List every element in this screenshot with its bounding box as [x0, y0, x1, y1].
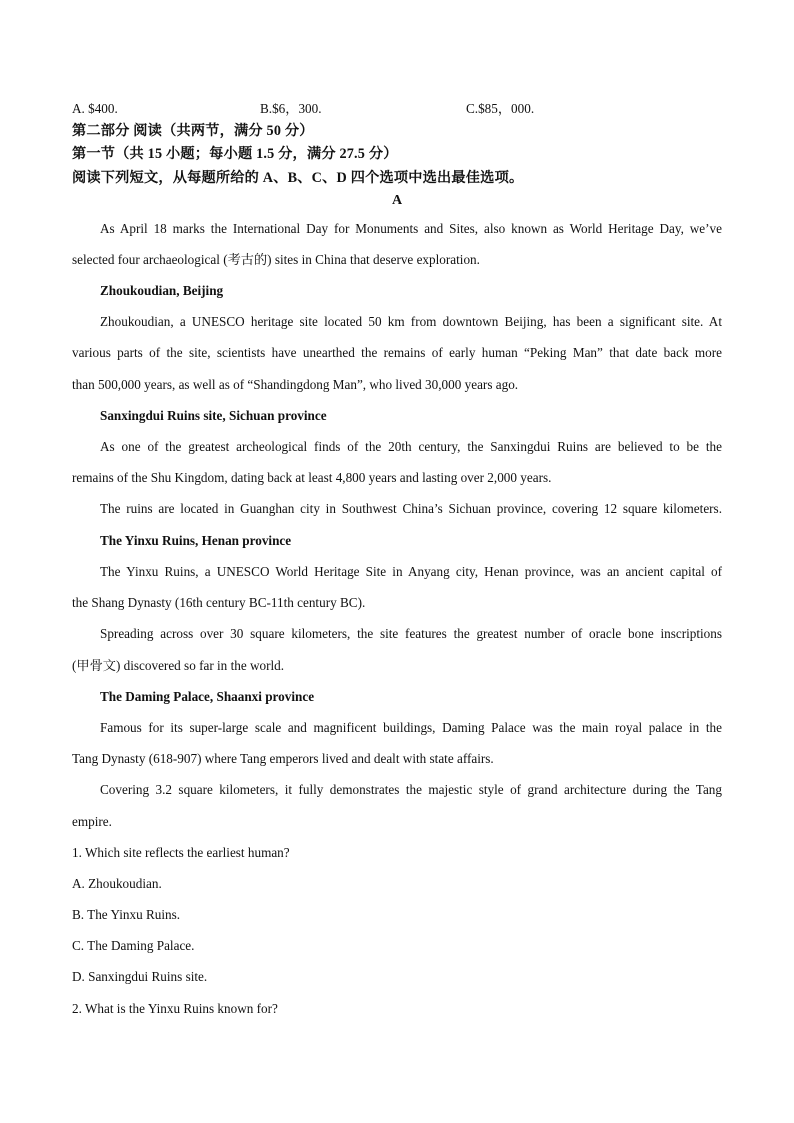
daming-line-2: Tang Dynasty (618-907) where Tang emperors lived and dealt with state affairs.: [72, 751, 494, 766]
question-2-stem: 2. What is the Yinxu Ruins known for?: [72, 1001, 278, 1016]
daming-line-3: Covering 3.2 square kilometers, it fully demonstrates the majestic style of grand architecture during the Tang: [100, 782, 722, 797]
question-1-option-c: C. The Daming Palace.: [72, 938, 195, 953]
yinxu-line-1: The Yinxu Ruins, a UNESCO World Heritage Site in Anyang city, Henan province, was an ancient capital of: [100, 564, 722, 579]
sanxingdui-line-3: The ruins are located in Guanghan city in Southwest China’s Sichuan province, covering 12 square kilometers.: [100, 501, 722, 516]
zhoukoudian-line-2: various parts of the site, scientists have unearthed the remains of early human “Peking Man” that date back more: [72, 345, 722, 360]
yinxu-line-2: the Shang Dynasty (16th century BC-11th century BC).: [72, 595, 366, 610]
part-heading: 第二部分 阅读（共两节，满分 50 分）: [72, 123, 314, 139]
daming-line-1: Famous for its super-large scale and magnificent buildings, Daming Palace was the main royal palace in the: [100, 720, 722, 735]
question-1-option-a: A. Zhoukoudian.: [72, 876, 162, 891]
site-title-daming: The Daming Palace, Shaanxi province: [100, 689, 315, 704]
yinxu-line-4: (甲骨文) discovered so far in the world.: [72, 658, 285, 673]
zhoukoudian-line-3: than 500,000 years, as well as of “Shandingdong Man”, who lived 30,000 years ago.: [72, 377, 519, 392]
question-1-option-b: B. The Yinxu Ruins.: [72, 907, 181, 922]
option-a: A. $400.: [72, 101, 118, 116]
intro-line-1: As April 18 marks the International Day for Monuments and Sites, also known as World Heritage Day, we’ve: [100, 221, 722, 236]
site-title-sanxingdui: Sanxingdui Ruins site, Sichuan province: [100, 408, 327, 423]
question-1-option-d: D. Sanxingdui Ruins site.: [72, 969, 208, 984]
zhoukoudian-line-1: Zhoukoudian, a UNESCO heritage site located 50 km from downtown Beijing, has been a significant site. At: [100, 314, 722, 329]
intro-line-2: selected four archaeological (考古的) sites in China that deserve exploration.: [72, 252, 480, 267]
option-c: C.$85，000.: [466, 101, 535, 116]
sanxingdui-line-1: As one of the greatest archeological finds of the 20th century, the Sanxingdui Ruins are believed to be the: [100, 439, 722, 454]
site-title-zhoukoudian: Zhoukoudian, Beijing: [100, 283, 224, 298]
site-title-yinxu: The Yinxu Ruins, Henan province: [100, 533, 292, 548]
option-b: B.$6，300.: [260, 101, 322, 116]
instruction: 阅读下列短文，从每题所给的 A、B、C、D 四个选项中选出最佳选项。: [72, 170, 524, 186]
yinxu-line-3: Spreading across over 30 square kilometers, the site features the greatest number of oracle bone inscriptions: [100, 626, 722, 641]
passage-label: A: [391, 193, 403, 208]
question-1-stem: 1. Which site reflects the earliest human?: [72, 845, 290, 860]
section-heading: 第一节（共 15 小题；每小题 1.5 分，满分 27.5 分）: [72, 146, 398, 162]
sanxingdui-line-2: remains of the Shu Kingdom, dating back at least 4,800 years and lasting over 2,000 years.: [72, 470, 552, 485]
daming-line-4: empire.: [72, 814, 112, 829]
